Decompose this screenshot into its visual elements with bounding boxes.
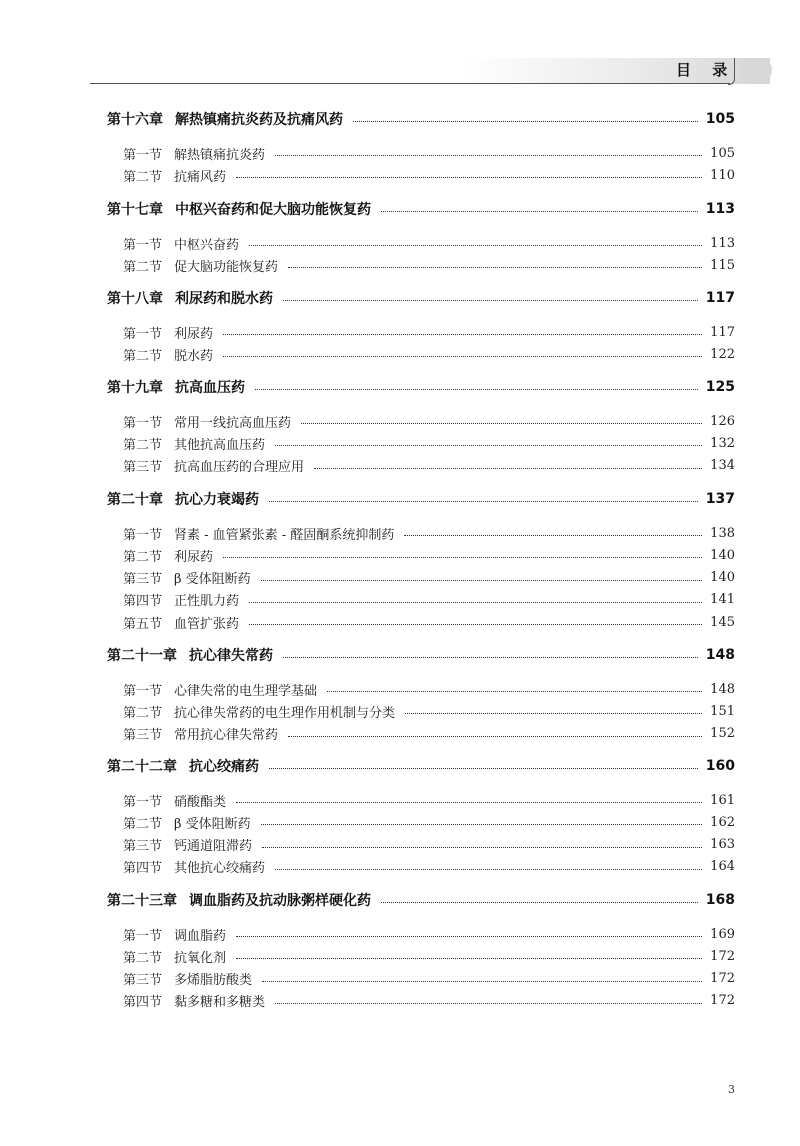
page-ref: 122 [710,346,735,362]
dot-leader [405,712,702,714]
section-title: 多烯脂肪酸类 [174,973,253,989]
section-title: 利尿药 [174,549,214,565]
dot-leader [269,767,698,769]
toc-entry-label [123,590,239,609]
toc-entry-label [123,613,239,632]
toc-chapter-entry[interactable] [0,198,800,220]
toc-section-entry[interactable] [0,856,800,878]
dot-leader [249,244,702,246]
page-ref: 138 [710,525,735,541]
section-number: 第三节 [123,460,163,476]
toc-section-entry[interactable] [0,945,800,967]
toc-section-entry[interactable] [0,611,800,633]
toc-entry-label [123,345,213,364]
dot-leader [288,266,702,268]
section-title: 黏多糖和多糖类 [174,995,266,1011]
toc-section-entry[interactable] [0,164,800,186]
dot-leader [283,656,698,658]
toc-entry-label [123,434,265,453]
chapter-title: 抗心绞痛药 [189,759,259,775]
dot-leader [353,120,698,122]
page-ref: 163 [710,837,735,853]
toc-entry-label [123,991,265,1010]
dot-leader [223,556,702,558]
section-title: 心律失常的电生理学基础 [174,683,318,699]
section-number: 第一节 [123,147,163,163]
toc-section-entry[interactable] [0,789,800,811]
page-ref: 132 [710,435,735,451]
dot-leader [236,935,702,937]
toc-entry-label [107,645,273,665]
section-title: 常用抗心律失常药 [174,728,279,744]
dot-leader [261,579,702,581]
section-title: β 受体阻断药 [174,572,251,588]
page-ref: 172 [710,993,735,1009]
page-ref: 162 [710,814,735,830]
section-title: 抗高血压药的合理应用 [174,460,305,476]
section-title: 肾素 - 血管紧张素 - 醛固酮系统抑制药 [174,527,395,543]
section-title: 脱水药 [174,348,214,364]
page-title: 目 录 [676,61,736,79]
toc-section-entry[interactable] [0,410,800,432]
toc-entry-label [107,890,371,910]
toc-entry-label [107,199,371,219]
toc-section-entry[interactable] [0,432,800,454]
toc-chapter-entry[interactable] [0,108,800,130]
toc-entry-label [123,456,304,475]
toc-entry-label [107,288,273,308]
section-number: 第三节 [123,839,163,855]
page-ref: 152 [710,726,735,742]
section-number: 第二节 [123,437,163,453]
toc-entry-label [123,412,291,431]
page-ref: 105 [705,111,735,127]
toc-entry-label [123,323,213,342]
page-ref: 113 [705,201,735,217]
toc-section-entry[interactable] [0,343,800,365]
section-title: 调血脂药 [174,928,227,944]
chapter-title: 中枢兴奋药和促大脑功能恢复药 [175,202,371,218]
toc-chapter-entry[interactable] [0,287,800,309]
dot-leader [262,980,702,982]
toc-chapter-entry[interactable] [0,644,800,666]
toc-entry-label [123,546,213,565]
page-ref: 151 [710,703,735,719]
section-title: 其他抗心绞痛药 [174,861,266,877]
toc-entry-label [107,377,245,397]
toc-section-entry[interactable] [0,589,800,611]
dot-leader [288,735,702,737]
toc-entry-label [123,925,226,944]
section-number: 第三节 [123,572,163,588]
toc-entry-label [123,835,252,854]
chapter-title: 抗高血压药 [175,380,245,396]
toc-entry-label [123,969,252,988]
chapter-title: 抗心律失常药 [189,648,273,664]
toc-section-entry[interactable] [0,834,800,856]
toc-section-entry[interactable] [0,567,800,589]
section-number: 第三节 [123,728,163,744]
toc-entry-label [123,791,226,810]
page-ref: 140 [710,547,735,563]
dot-leader [314,467,702,469]
section-number: 第三节 [123,973,163,989]
toc-chapter-entry[interactable] [0,755,800,777]
toc-entry-label [123,524,394,543]
toc-section-entry[interactable] [0,968,800,990]
page-ref: 148 [710,681,735,697]
dot-leader [236,176,702,178]
section-title: β 受体阻断药 [174,816,251,832]
dot-leader [381,210,698,212]
page-ref: 168 [705,892,735,908]
section-number: 第一节 [123,794,163,810]
dot-leader [283,299,698,301]
section-title: 解热镇痛抗炎药 [174,147,266,163]
toc-entry-label [123,568,251,587]
section-number: 第二节 [123,705,163,721]
chapter-number: 第十九章 [107,380,163,396]
page-ref: 169 [710,926,735,942]
toc-entry-label [107,109,343,129]
page-ref: 140 [710,570,735,586]
chapter-title: 解热镇痛抗炎药及抗痛风药 [175,112,343,128]
section-number: 第四节 [123,594,163,610]
dot-leader [249,623,702,625]
page-ref: 126 [710,413,735,429]
toc-section-entry[interactable] [0,678,800,700]
section-title: 促大脑功能恢复药 [174,259,279,275]
page-ref: 134 [710,458,735,474]
section-title: 抗氧化剂 [174,950,227,966]
toc-entry-label [123,857,265,876]
section-title: 钙通道阻滞药 [174,839,253,855]
section-number: 第四节 [123,995,163,1011]
page-ref: 115 [710,257,735,273]
section-number: 第一节 [123,527,163,543]
chapter-number: 第二十一章 [107,648,177,664]
toc-section-entry[interactable] [0,811,800,833]
dot-leader [223,355,702,357]
section-title: 常用一线抗高血压药 [174,415,292,431]
section-title: 正性肌力药 [174,594,240,610]
page-ref: 141 [710,592,735,608]
toc-chapter-entry[interactable] [0,488,800,510]
toc-section-entry[interactable] [0,232,800,254]
toc-entry-label [123,813,251,832]
section-number: 第二节 [123,816,163,832]
section-number: 第二节 [123,950,163,966]
section-number: 第五节 [123,616,163,632]
toc-entry-label [107,489,259,509]
toc-section-entry[interactable] [0,522,800,544]
toc-section-entry[interactable] [0,544,800,566]
toc-section-entry[interactable] [0,254,800,276]
chapter-title: 抗心力衰竭药 [175,492,259,508]
section-number: 第一节 [123,326,163,342]
page-ref: 160 [705,758,735,774]
toc-section-entry[interactable] [0,142,800,164]
section-title: 其他抗高血压药 [174,437,266,453]
chapter-title: 调血脂药及抗动脉粥样硬化药 [189,893,371,909]
toc-section-entry[interactable] [0,455,800,477]
dot-leader [255,388,698,390]
section-number: 第二节 [123,259,163,275]
toc-entry-label [123,947,226,966]
toc-entry-label [123,166,226,185]
toc-entry-label [123,702,395,721]
section-title: 抗心律失常药的电生理作用机制与分类 [174,705,396,721]
dot-leader [381,901,698,903]
page-ref: 105 [710,145,735,161]
dot-leader [236,801,702,803]
chapter-number: 第二十章 [107,492,163,508]
section-number: 第二节 [123,549,163,565]
toc-entry-label [123,724,278,743]
section-title: 利尿药 [174,326,214,342]
chapter-number: 第二十二章 [107,759,177,775]
section-number: 第四节 [123,861,163,877]
dot-leader [249,601,702,603]
page-ref: 117 [710,324,735,340]
chapter-number: 第十八章 [107,291,163,307]
dot-leader [275,868,702,870]
page-ref: 113 [710,235,735,251]
page-ref: 172 [710,948,735,964]
page-ref: 145 [710,614,735,630]
section-number: 第一节 [123,683,163,699]
section-title: 硝酸酯类 [174,794,227,810]
page-number: 3 [728,1083,735,1096]
section-number: 第一节 [123,928,163,944]
dot-leader [269,500,698,502]
toc-section-entry[interactable] [0,990,800,1012]
dot-leader [275,154,702,156]
dot-leader [223,333,702,335]
page-ref: 125 [705,379,735,395]
page-ref: 161 [710,792,735,808]
dot-leader [261,823,702,825]
chapter-number: 第二十三章 [107,893,177,909]
toc-section-entry[interactable] [0,321,800,343]
toc-entry-label [123,144,265,163]
chapter-number: 第十六章 [107,112,163,128]
toc-chapter-entry[interactable] [0,889,800,911]
page-ref: 148 [705,647,735,663]
dot-leader [275,444,702,446]
chapter-title: 利尿药和脱水药 [175,291,273,307]
section-number: 第一节 [123,237,163,253]
dot-leader [236,957,702,959]
toc-entry-label [123,680,317,699]
toc-section-entry[interactable] [0,700,800,722]
page-ref: 110 [710,167,735,183]
dot-leader [301,422,702,424]
section-number: 第二节 [123,348,163,364]
section-title: 抗痛风药 [174,169,227,185]
dot-leader [275,1002,702,1004]
page-ref: 117 [705,290,735,306]
toc-entry-label [123,234,239,253]
section-number: 第一节 [123,415,163,431]
toc-chapter-entry[interactable] [0,376,800,398]
dot-leader [404,534,702,536]
page-ref: 137 [705,491,735,507]
dot-leader [262,846,702,848]
section-title: 中枢兴奋药 [174,237,240,253]
dot-leader [327,690,702,692]
toc-entry-label [123,256,278,275]
toc-section-entry[interactable] [0,723,800,745]
section-title: 血管扩张药 [174,616,240,632]
toc-entry-label [107,756,259,776]
page-ref: 164 [710,859,735,875]
page-ref: 172 [710,971,735,987]
section-number: 第二节 [123,169,163,185]
toc-section-entry[interactable] [0,923,800,945]
chapter-number: 第十七章 [107,202,163,218]
